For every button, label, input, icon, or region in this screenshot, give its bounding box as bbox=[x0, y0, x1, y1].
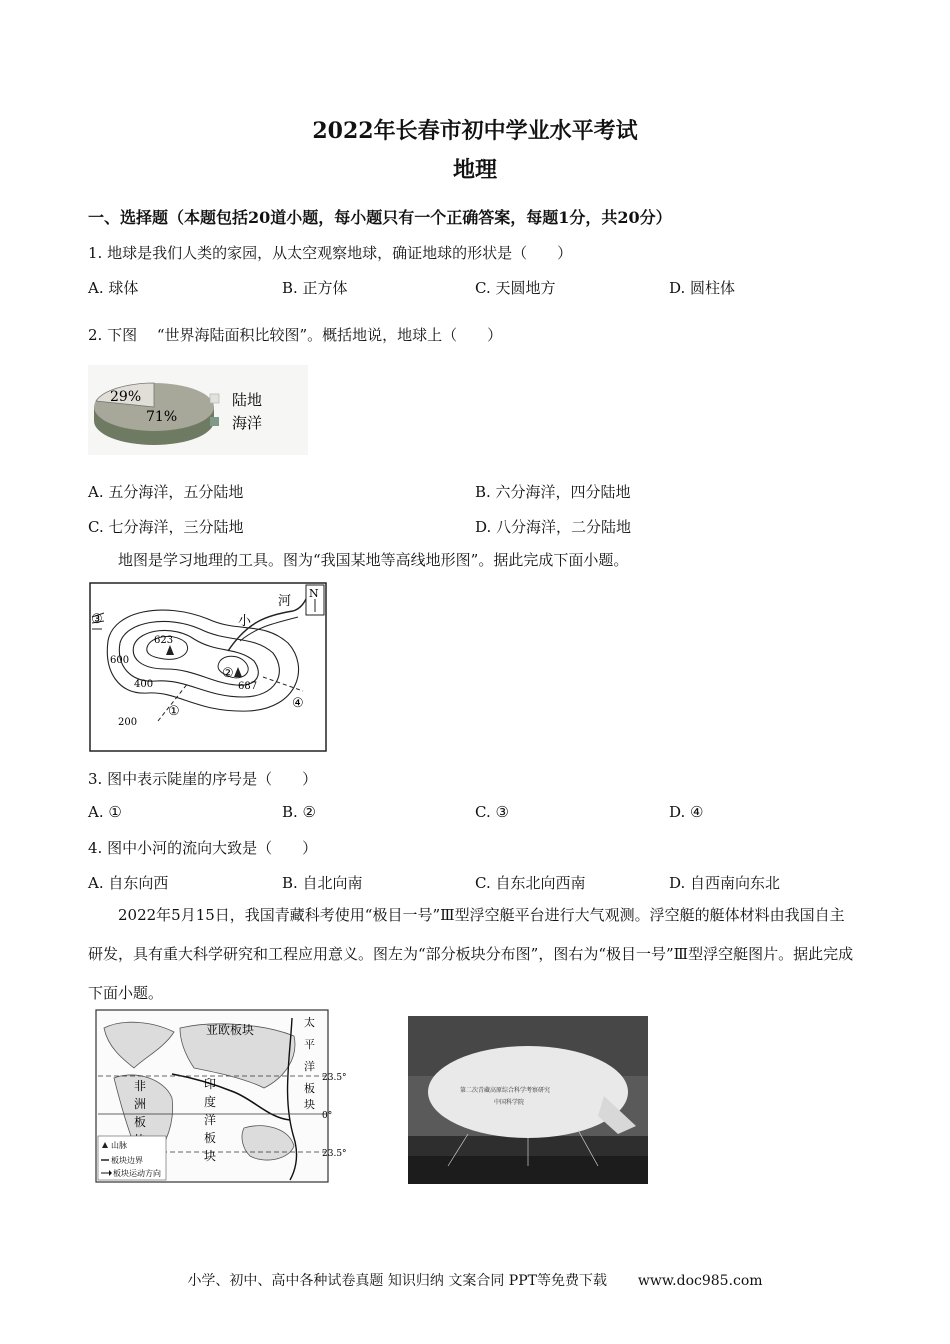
lat-north-label: 23.5° bbox=[322, 1073, 347, 1083]
legend-ocean-label: 海洋 bbox=[232, 414, 263, 432]
q4-option-d: D. 自西南向东北 bbox=[669, 874, 781, 892]
pacific-plate-char-1: 太 bbox=[304, 1016, 315, 1029]
plate-map-figure bbox=[94, 1008, 352, 1188]
peak-623-label: 623 bbox=[154, 635, 174, 646]
peak-687-label: 687 bbox=[238, 681, 258, 692]
q3-option-a: A. ① bbox=[88, 803, 122, 821]
footer-url[interactable]: www.doc985.com bbox=[637, 1273, 763, 1289]
airship-photo bbox=[408, 1016, 648, 1184]
legend-ocean-swatch bbox=[210, 417, 219, 426]
q1-option-b: B. 正方体 bbox=[282, 279, 348, 297]
q2-option-d: D. 八分海洋，二分陆地 bbox=[475, 518, 632, 536]
marker-4: ④ bbox=[292, 696, 304, 711]
q3-option-c: C. ③ bbox=[475, 803, 509, 821]
q2-option-a: A. 五分海洋，五分陆地 bbox=[88, 483, 244, 501]
airship-text-1: 第二次青藏高原综合科学考察研究 bbox=[460, 1087, 551, 1094]
exam-title: 2022年长春市初中学业水平考试 bbox=[312, 118, 638, 144]
question-1: 1. 地球是我们人类的家园，从太空观察地球，确证地球的形状是（ ） bbox=[88, 244, 573, 262]
river-label-xiao: 小 bbox=[238, 614, 252, 629]
lat-south-label: 23.5° bbox=[322, 1149, 347, 1159]
indo-plate-char-2: 度 bbox=[204, 1095, 217, 1109]
pacific-plate-char-3: 洋 bbox=[304, 1060, 315, 1073]
question-4: 4. 图中小河的流向大致是（ ） bbox=[88, 839, 318, 857]
q2-option-c: C. 七分海洋，三分陆地 bbox=[88, 518, 244, 536]
q2-option-b: B. 六分海洋，四分陆地 bbox=[475, 483, 631, 501]
section-heading: 一、选择题（本题包括20道小题，每小题只有一个正确答案，每题1分，共20分） bbox=[88, 208, 672, 227]
q3-option-b: B. ② bbox=[282, 803, 317, 821]
legend-boundary: 板块边界 bbox=[111, 1156, 143, 1165]
marker-1: ① bbox=[168, 704, 180, 719]
question-2: 2. 下图 “世界海陆面积比较图”。概括地说，地球上（ ） bbox=[88, 326, 503, 344]
legend-land-swatch bbox=[210, 394, 219, 403]
pacific-plate-char-2: 平 bbox=[304, 1038, 315, 1051]
contour-label-600: 600 bbox=[110, 655, 130, 666]
footer bbox=[0, 1270, 950, 1290]
q3-option-d: D. ④ bbox=[669, 803, 704, 821]
indo-plate-char-3: 洋 bbox=[204, 1113, 217, 1127]
contour-map-figure bbox=[88, 581, 328, 753]
q4-option-a: A. 自东向西 bbox=[88, 874, 169, 892]
eurasia-plate-label: 亚欧板块 bbox=[206, 1023, 255, 1037]
q1-option-a: A. 球体 bbox=[88, 279, 139, 297]
indo-plate-char-5: 块 bbox=[204, 1149, 217, 1163]
intro-contour-map: 地图是学习地理的工具。图为“我国某地等高线地形图”。据此完成下面小题。 bbox=[118, 551, 629, 569]
indo-plate-char-1: 印 bbox=[204, 1077, 217, 1091]
africa-plate-char-3: 板 bbox=[134, 1115, 147, 1129]
lat-equator-label: 0° bbox=[322, 1111, 333, 1121]
contour-label-400: 400 bbox=[134, 679, 154, 690]
footer-left-text: 小学、初中、高中各种试卷真题 知识归纳 文案合同 PPT等免费下载 bbox=[187, 1273, 607, 1289]
legend-mountain: 山脉 bbox=[111, 1141, 127, 1150]
q4-option-c: C. 自东北向西南 bbox=[475, 874, 586, 892]
subject-title: 地理 bbox=[452, 157, 497, 183]
pacific-plate-char-5: 块 bbox=[304, 1098, 315, 1111]
contour-label-200: 200 bbox=[118, 717, 138, 728]
north-label: N bbox=[309, 587, 319, 600]
africa-plate-char-1: 非 bbox=[134, 1079, 147, 1093]
question-3: 3. 图中表示陡崖的序号是（ ） bbox=[88, 770, 318, 788]
q4-option-b: B. 自北向南 bbox=[282, 874, 363, 892]
intro-plate-passage: 2022年5月15日，我国青藏科考使用“极目一号”Ⅲ型浮空艇平台进行大气观测。浮空艇的艇体材料由我国自主研发，具有重大科学研究和工程应用意义。图左为“部分板块分布图”，图右为“极目一号”Ⅲ型浮空艇图片。据此完成下面小题。 bbox=[88, 906, 854, 1002]
marker-2: ② bbox=[222, 666, 234, 681]
pacific-plate-char-4: 板 bbox=[304, 1082, 315, 1095]
land-ocean-pie-figure bbox=[88, 365, 308, 455]
indo-plate-char-4: 板 bbox=[204, 1131, 217, 1145]
river-label-he: 河 bbox=[278, 594, 292, 609]
marker-3: ③ bbox=[91, 612, 103, 627]
africa-plate-char-2: 洲 bbox=[134, 1097, 147, 1111]
pie-land-label: 29% bbox=[110, 389, 142, 405]
airship-text-2: 中国科学院 bbox=[494, 1099, 525, 1106]
q1-option-d: D. 圆柱体 bbox=[669, 279, 736, 297]
legend-land-label: 陆地 bbox=[232, 391, 263, 409]
legend-direction: 板块运动方向 bbox=[113, 1169, 161, 1178]
q1-option-c: C. 天圆地方 bbox=[475, 279, 556, 297]
pie-ocean-label: 71% bbox=[146, 409, 178, 425]
